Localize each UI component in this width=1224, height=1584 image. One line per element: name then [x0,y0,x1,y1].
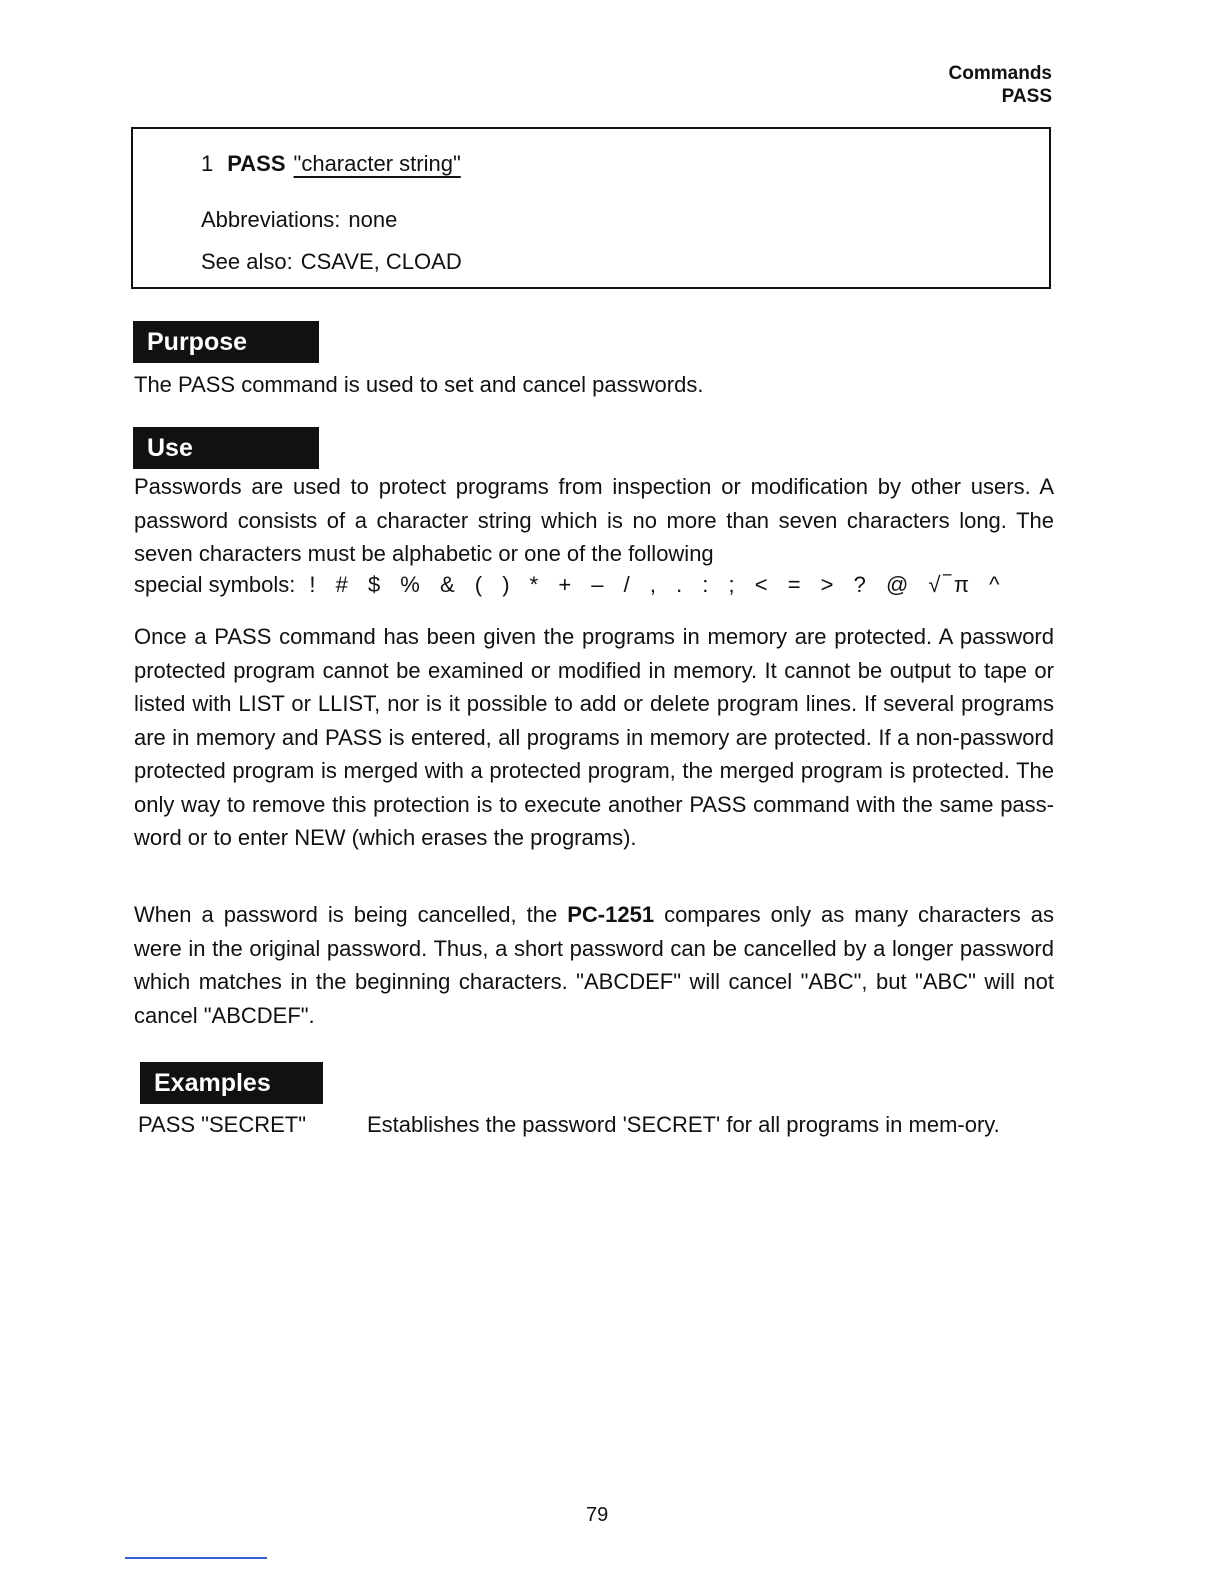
syntax-number: 1 [201,151,214,176]
special-symbols-list: ! # $ % & ( ) * + – / , . : ; < = > ? @ √‾π ^ [309,572,1003,597]
use-paragraph-3 [134,898,1054,1032]
purpose-heading: Purpose [133,321,319,363]
model-name: PC-1251 [567,902,655,927]
use-paragraph-1: Passwords are used to protect programs from inspection or modification by other users. A password consists of a character string which is no more than seven characters long. The seven characters must be alphabetic or one of the following [134,474,1054,566]
page-header [949,62,1052,108]
footer-rule [125,1557,267,1559]
see-also-value: CSAVE, CLOAD [300,249,462,274]
syntax-form [201,151,461,177]
abbreviations-value: none [348,207,398,232]
header-command: PASS [1001,86,1052,107]
abbreviations-line [201,207,397,233]
syntax-argument: "character string" [293,151,461,176]
see-also-label: See also: [201,249,293,274]
page-number: 79 [586,1504,609,1526]
example-description: Establishes the password 'SECRET' for all programs in mem-ory. [367,1112,1000,1137]
header-section: Commands [948,63,1052,84]
use-paragraph-2: Once a PASS command has been given the programs in memory are protected. A password protected program cannot be examined or modified in memory. It cannot be output to tape or listed with LIST or LLIST, nor is it possible to add or delete program lines. If several programs are in memory and PASS is entered, all programs in memory are protected. If a non-password protected program is merged with a protected program, the merged program is protected. The only way to remove this protection is to execute another PASS command with the same pass-word or to enter NEW (which erases the programs). [134,624,1054,850]
syntax-keyword: PASS [227,151,286,176]
example-code: PASS "SECRET" [138,1112,307,1137]
purpose-text: The PASS command is used to set and cancel passwords. [134,372,704,397]
paragraph-3-before: When a password is being cancelled, the [134,902,558,927]
special-symbols-line [134,572,1002,598]
abbreviations-label: Abbreviations: [201,207,341,232]
see-also-line [201,249,462,275]
paragraph-3-after: compares only as many characters as were in the original password. Thus, a short password can be cancelled by a longer password which matches in the beginning characters. "ABCDEF" will cancel "ABC", but "ABC" will not cancel "ABCDEF". [134,902,1054,1028]
special-symbols-label: special symbols: [134,572,296,597]
syntax-box [131,127,1051,289]
use-heading: Use [133,427,319,469]
examples-heading: Examples [140,1062,323,1104]
